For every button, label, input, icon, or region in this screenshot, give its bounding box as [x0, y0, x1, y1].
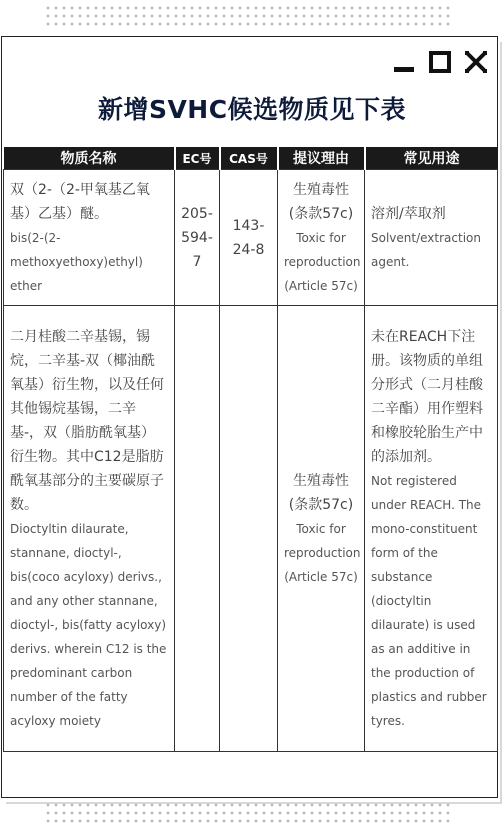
cell-ec-number: 205-594-7: [175, 170, 220, 306]
maximize-icon[interactable]: [428, 50, 452, 74]
table-row: [4, 170, 498, 306]
cell-cas-number: [220, 306, 278, 752]
cell-reason: [278, 306, 365, 752]
reason-en: Toxic for reproduction (Article 57c): [284, 521, 361, 584]
table-row-empty: [4, 752, 498, 797]
cell-reason: [278, 170, 365, 306]
header-cas-number: CAS号: [220, 147, 278, 170]
cell-substance-name: [4, 306, 175, 752]
cell-common-use: [365, 170, 498, 306]
cell-ec-number: [175, 306, 220, 752]
use-en: Not registered under REACH. The mono-constituent form of the substance (dioctyltin dilaurate) is used as an additive in the production of plastics and rubber tyres.: [371, 473, 487, 728]
cell-substance-name: [4, 170, 175, 306]
substance-name-en: bis(2-(2-methoxyethoxy)ethyl) ether: [10, 230, 143, 293]
header-reason: 提议理由: [278, 147, 365, 170]
reason-en: Toxic for reproduction (Article 57c): [284, 230, 361, 293]
svhc-table: [3, 147, 498, 796]
use-zh: 未在REACH下注册。该物质的单组分形式（二月桂酸二辛酯）用作塑料和橡胶轮胎生产中的添加剂。: [371, 328, 483, 465]
cell-common-use: [365, 306, 498, 752]
minimize-icon[interactable]: [392, 50, 416, 74]
substance-name-en: Dioctyltin dilaurate, stannane, dioctyl-, bis(coco acyloxy) derivs., and any other stannane, dioctyl-, bis(fatty acyloxy) derivs. wherein C12 is the predominant carbon number of the fatty acyloxy moiety: [10, 521, 167, 728]
cell-cas-number: 143-24-8: [220, 170, 278, 306]
decorative-dots-top: [44, 4, 454, 26]
header-substance-name: 物质名称: [4, 147, 175, 170]
reason-zh: 生殖毒性(条款57c): [288, 181, 354, 222]
use-en: Solvent/extraction agent.: [371, 230, 481, 269]
close-icon[interactable]: [464, 50, 488, 74]
substance-name-zh: 双（2-（2-甲氧基乙氧基）乙基）醚。: [10, 181, 150, 222]
substance-name-zh: 二月桂酸二辛基锡，锡烷，二辛基-双（椰油酰氧基）衍生物，以及任何其他锡烷基锡，二辛基-，双（脂肪酰氧基）衍生物。其中C12是脂肪酰氧基部分的主要碳原子数。: [10, 328, 164, 513]
header-common-use: 常见用途: [365, 147, 498, 170]
page-title: 新增SVHC候选物质见下表: [97, 95, 407, 124]
table-row: [4, 306, 498, 752]
reason-zh: 生殖毒性(条款57c): [288, 472, 354, 513]
decorative-dots-bottom: [44, 801, 454, 823]
table-header-row: [4, 147, 498, 170]
use-zh: 溶剂/萃取剂: [371, 205, 446, 222]
header-ec-number: EC号: [175, 147, 220, 170]
window-controls: [392, 50, 488, 74]
empty-cell: [4, 752, 498, 797]
